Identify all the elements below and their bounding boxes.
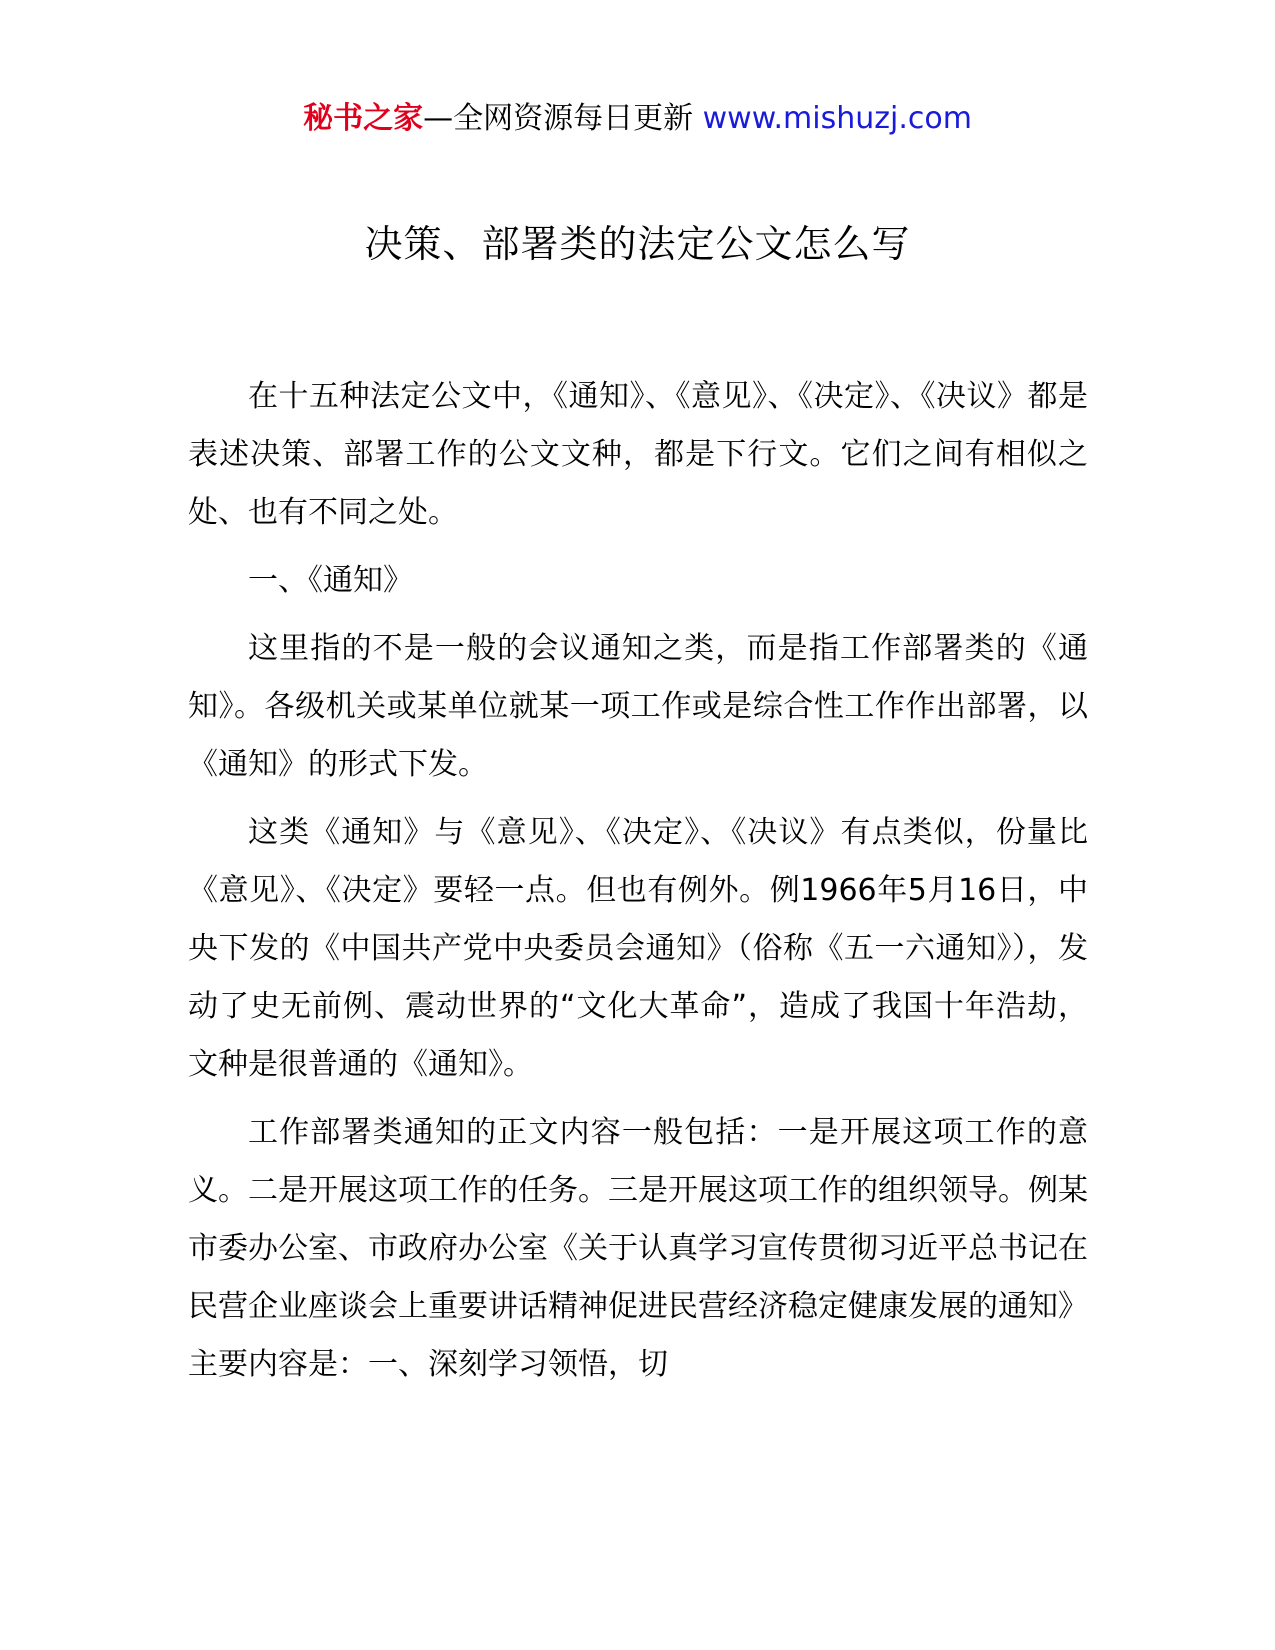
header-slogan: —全网资源每日更新 bbox=[423, 101, 694, 136]
paragraph-intro: 在十五种法定公文中，《通知》、《意见》、《决定》、《决议》都是表述决策、部署工作的公文文种，都是下行文。它们之间有相似之处、也有不同之处。 bbox=[188, 379, 1088, 530]
paragraph-notice-definition: 这里指的不是一般的会议通知之类，而是指工作部署类的《通知》。各级机关或某单位就某一项工作或是综合性工作作出部署，以《通知》的形式下发。 bbox=[188, 631, 1088, 782]
site-url-link[interactable]: www.mishuzj.com bbox=[702, 101, 972, 136]
paragraph-notice-comparison: 这类《通知》与《意见》、《决定》、《决议》有点类似，份量比《意见》、《决定》要轻一点。但也有例外。例1966年5月16日，中央下发的《中国共产党中央委员会通知》（俗称《五一六通知》），发动了史无前例、震动世界的“文化大革命”，造成了我国十年浩劫，文种是很普通的《通知》。 bbox=[188, 815, 1088, 1082]
site-header bbox=[0, 98, 1275, 140]
section-heading-notice: 一、《通知》 bbox=[248, 563, 413, 598]
document-body bbox=[188, 368, 1088, 1404]
brand-name: 秘书之家 bbox=[303, 101, 424, 136]
paragraph-notice-content: 工作部署类通知的正文内容一般包括：一是开展这项工作的意义。二是开展这项工作的任务。三是开展这项工作的组织领导。例某市委办公室、市政府办公室《关于认真学习宣传贯彻习近平总书记在民营企业座谈会上重要讲话精神促进民营经济稳定健康发展的通知》主要内容是：一、深刻学习领悟，切 bbox=[188, 1115, 1088, 1382]
document-title: 决策、部署类的法定公文怎么写 bbox=[364, 222, 911, 266]
